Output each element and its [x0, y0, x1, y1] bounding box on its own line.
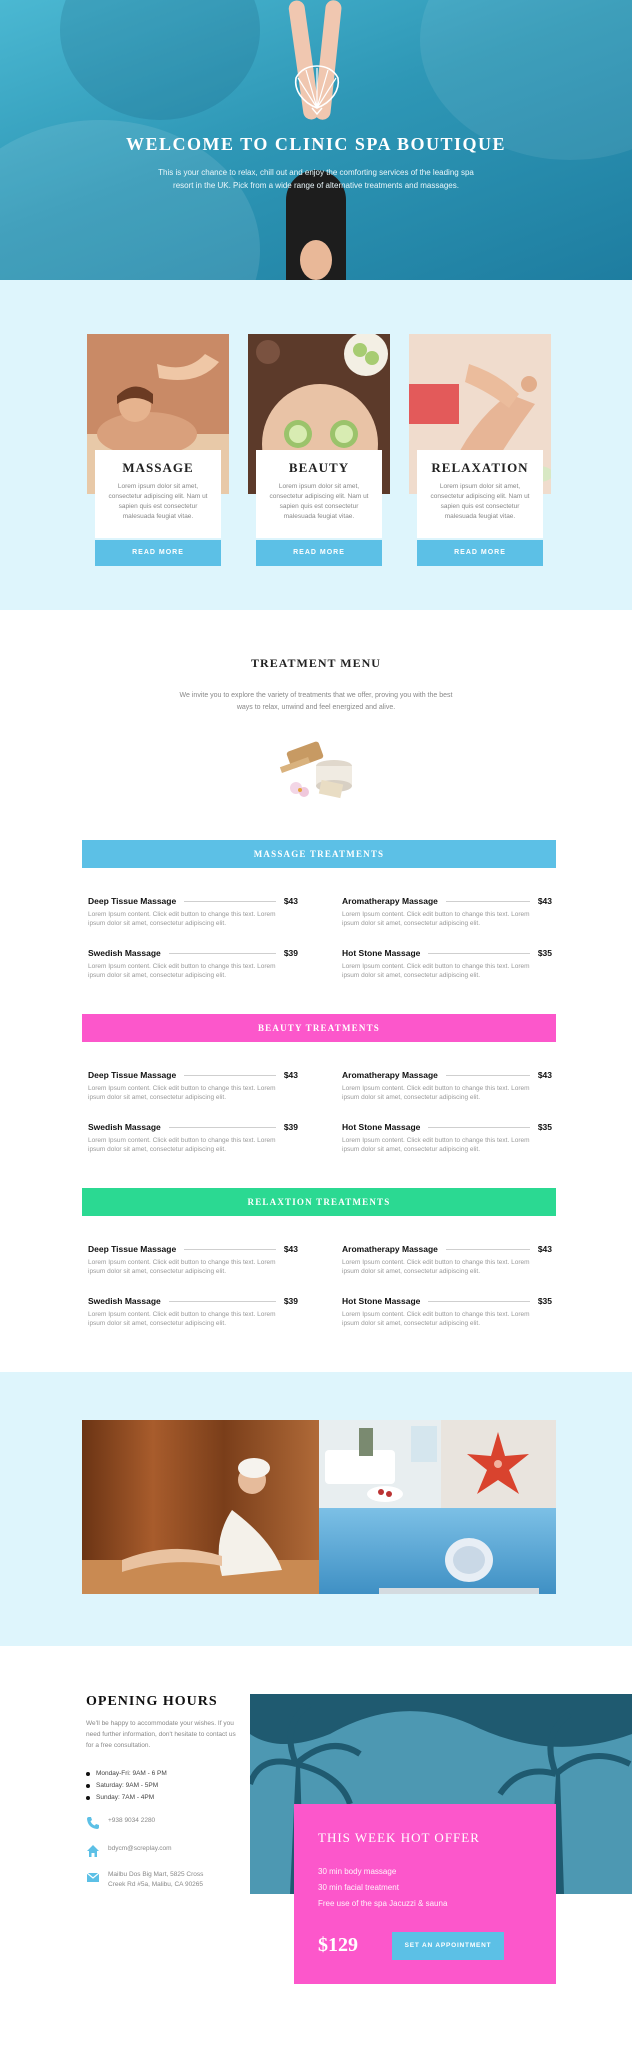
menu-item-desc: Lorem Ipsum content. Click edit button to change this text. Lorem ipsum dolor sit amet, consectetur adipiscing elit.: [342, 1085, 530, 1101]
seashell-icon: [290, 62, 344, 116]
category-header-relaxation: RELAXTION TREATMENTS: [82, 1188, 556, 1216]
menu-item: [88, 1122, 298, 1154]
offer-item: Free use of the spa Jacuzzi & sauna: [318, 1899, 448, 1908]
menu-item-desc: Lorem Ipsum content. Click edit button to change this text. Lorem ipsum dolor sit amet, consectetur adipiscing elit.: [88, 911, 276, 927]
menu-item-price: $43: [537, 1244, 552, 1254]
divider: [446, 1249, 530, 1250]
service-title: RELAXATION: [431, 460, 529, 475]
menu-item: [88, 1244, 298, 1276]
menu-item-price: $35: [537, 948, 552, 958]
opening-hours-text: We'll be happy to accommodate your wishes. If you need further information, don't hesitate to contact us for a free consultation.: [86, 1720, 236, 1749]
hero-title: WELCOME TO CLINIC SPA BOUTIQUE: [125, 134, 507, 154]
menu-item: [342, 1296, 552, 1328]
treatment-menu-title: TREATMENT MENU: [251, 656, 381, 670]
menu-item: [342, 1070, 552, 1102]
hours-item: Monday-Fri: 9AM - 6 PM: [86, 1768, 167, 1780]
menu-item-name: Deep Tissue Massage: [88, 1070, 177, 1080]
hot-offer-box: [294, 1804, 556, 1984]
menu-item-desc: Lorem Ipsum content. Click edit button to change this text. Lorem ipsum dolor sit amet, consectetur adipiscing elit.: [342, 1311, 530, 1327]
menu-item-name: Aromatherapy Massage: [342, 1070, 438, 1080]
menu-item-name: Hot Stone Massage: [342, 1296, 421, 1306]
menu-item-price: $43: [283, 896, 298, 906]
menu-item-desc: Lorem Ipsum content. Click edit button to change this text. Lorem ipsum dolor sit amet, consectetur adipiscing elit.: [88, 1311, 276, 1327]
offer-price: $129: [318, 1934, 358, 1956]
contact-address: [86, 1870, 218, 1890]
read-more-button[interactable]: READ MORE: [417, 540, 543, 566]
menu-item: [88, 1070, 298, 1102]
service-title: BEAUTY: [288, 460, 350, 475]
menu-item-desc: Lorem Ipsum content. Click edit button to change this text. Lorem ipsum dolor sit amet, consectetur adipiscing elit.: [88, 1085, 276, 1101]
service-text: Lorem ipsum dolor sit amet, consectetur adipiscing elit. Nam ut sapien quis est consectetur malesuada feugiat vitae.: [430, 483, 530, 520]
category-header-massage: MASSAGE TREATMENTS: [82, 840, 556, 868]
menu-item-name: Hot Stone Massage: [342, 1122, 421, 1132]
treatment-menu-subtitle: We invite you to explore the variety of treatments that we offer, proving you with the best ways to relax, unwind and feel energized and alive.: [179, 692, 453, 711]
menu-item-desc: Lorem Ipsum content. Click edit button to change this text. Lorem ipsum dolor sit amet, consectetur adipiscing elit.: [342, 963, 530, 979]
spa-products-photo: [274, 736, 364, 806]
phone-icon: [86, 1816, 100, 1830]
menu-item: [342, 896, 552, 928]
divider: [184, 1249, 276, 1250]
divider: [169, 1127, 276, 1128]
hero-section: [0, 0, 632, 280]
menu-item-desc: Lorem Ipsum content. Click edit button to change this text. Lorem ipsum dolor sit amet, consectetur adipiscing elit.: [342, 911, 530, 927]
contact-email: [86, 1844, 218, 1858]
contact-phone: [86, 1816, 218, 1830]
divider: [446, 1075, 530, 1076]
gallery-section: [0, 1372, 632, 1646]
menu-item: [342, 1244, 552, 1276]
contact-address-text: Mailbu Dos Big Mart, 5825 Cross Creek Rd #5a, Malibu, CA 90265: [108, 1871, 204, 1888]
services-section: [0, 280, 632, 610]
service-card-relaxation: [409, 334, 551, 570]
service-card-body: [256, 450, 382, 538]
menu-item-price: $39: [283, 948, 298, 958]
menu-item-name: Deep Tissue Massage: [88, 896, 177, 906]
menu-item-price: $39: [283, 1296, 298, 1306]
menu-item-desc: Lorem Ipsum content. Click edit button to change this text. Lorem ipsum dolor sit amet, consectetur adipiscing elit.: [88, 1137, 276, 1153]
menu-item-name: Swedish Massage: [88, 1296, 161, 1306]
sauna-photo: [82, 1420, 319, 1594]
menu-item-name: Aromatherapy Massage: [342, 1244, 438, 1254]
service-text: Lorem ipsum dolor sit amet, consectetur adipiscing elit. Nam ut sapien quis est consectetur malesuada feugiat vitae.: [108, 483, 208, 520]
divider: [428, 1127, 529, 1128]
menu-item-name: Swedish Massage: [88, 1122, 161, 1132]
service-card-beauty: [248, 334, 390, 570]
service-text: Lorem ipsum dolor sit amet, consectetur adipiscing elit. Nam ut sapien quis est consectetur malesuada feugiat vitae.: [269, 483, 369, 520]
menu-item-name: Hot Stone Massage: [342, 948, 421, 958]
divider: [169, 1301, 276, 1302]
menu-item-price: $43: [537, 1070, 552, 1080]
menu-item-price: $43: [537, 896, 552, 906]
category-header-beauty: BEAUTY TREATMENTS: [82, 1014, 556, 1042]
opening-hours-title: OPENING HOURS: [86, 1694, 218, 1709]
divider: [428, 1301, 529, 1302]
set-appointment-button[interactable]: SET AN APPOINTMENT: [392, 1932, 504, 1960]
read-more-button[interactable]: READ MORE: [256, 540, 382, 566]
divider: [184, 901, 276, 902]
spa-tray-photo: [319, 1420, 441, 1508]
service-card-body: [95, 450, 221, 538]
hours-item: Sunday: 7AM - 4PM: [86, 1792, 167, 1804]
menu-item-price: $43: [283, 1244, 298, 1254]
hours-item: Saturday: 9AM - 5PM: [86, 1780, 167, 1792]
service-card-massage: [87, 334, 229, 570]
menu-item-price: $39: [283, 1122, 298, 1132]
menu-item-name: Aromatherapy Massage: [342, 896, 438, 906]
hero-photo-face: [300, 240, 332, 280]
contact-phone-text[interactable]: +938 9034 2280: [108, 1817, 156, 1824]
contact-email-text[interactable]: bdycm@screplay.com: [108, 1845, 172, 1852]
hero-bg-shape: [60, 0, 260, 120]
service-title: MASSAGE: [122, 460, 194, 475]
pool-photo: [319, 1508, 556, 1594]
menu-item-price: $35: [537, 1296, 552, 1306]
offer-item: 30 min body massage: [318, 1867, 397, 1876]
divider: [446, 901, 530, 902]
menu-item-desc: Lorem Ipsum content. Click edit button to change this text. Lorem ipsum dolor sit amet, consectetur adipiscing elit.: [88, 1259, 276, 1275]
menu-item: [342, 948, 552, 980]
menu-item-desc: Lorem Ipsum content. Click edit button to change this text. Lorem ipsum dolor sit amet, consectetur adipiscing elit.: [342, 1259, 530, 1275]
offer-title: THIS WEEK HOT OFFER: [318, 1830, 480, 1845]
offer-list: [318, 1864, 447, 1912]
menu-item: [342, 1122, 552, 1154]
offer-item: 30 min facial treatment: [318, 1883, 399, 1892]
hero-text: This is your chance to relax, chill out and enjoy the comforting services of the leading spa resort in the UK. Pick from a wide range of alternative treatments and massages.: [158, 168, 474, 190]
menu-item-desc: Lorem Ipsum content. Click edit button to change this text. Lorem ipsum dolor sit amet, consectetur adipiscing elit.: [342, 1137, 530, 1153]
menu-item-desc: Lorem Ipsum content. Click edit button to change this text. Lorem ipsum dolor sit amet, consectetur adipiscing elit.: [88, 963, 276, 979]
starfish-photo: [441, 1420, 556, 1508]
divider: [428, 953, 529, 954]
menu-item-name: Swedish Massage: [88, 948, 161, 958]
hours-list: [86, 1768, 167, 1804]
envelope-icon: [86, 1870, 100, 1884]
home-icon: [86, 1844, 100, 1858]
read-more-button[interactable]: READ MORE: [95, 540, 221, 566]
menu-item: [88, 948, 298, 980]
menu-item: [88, 896, 298, 928]
menu-item-price: $35: [537, 1122, 552, 1132]
menu-item-name: Deep Tissue Massage: [88, 1244, 177, 1254]
service-card-body: [417, 450, 543, 538]
menu-item-price: $43: [283, 1070, 298, 1080]
divider: [184, 1075, 276, 1076]
divider: [169, 953, 276, 954]
menu-item: [88, 1296, 298, 1328]
